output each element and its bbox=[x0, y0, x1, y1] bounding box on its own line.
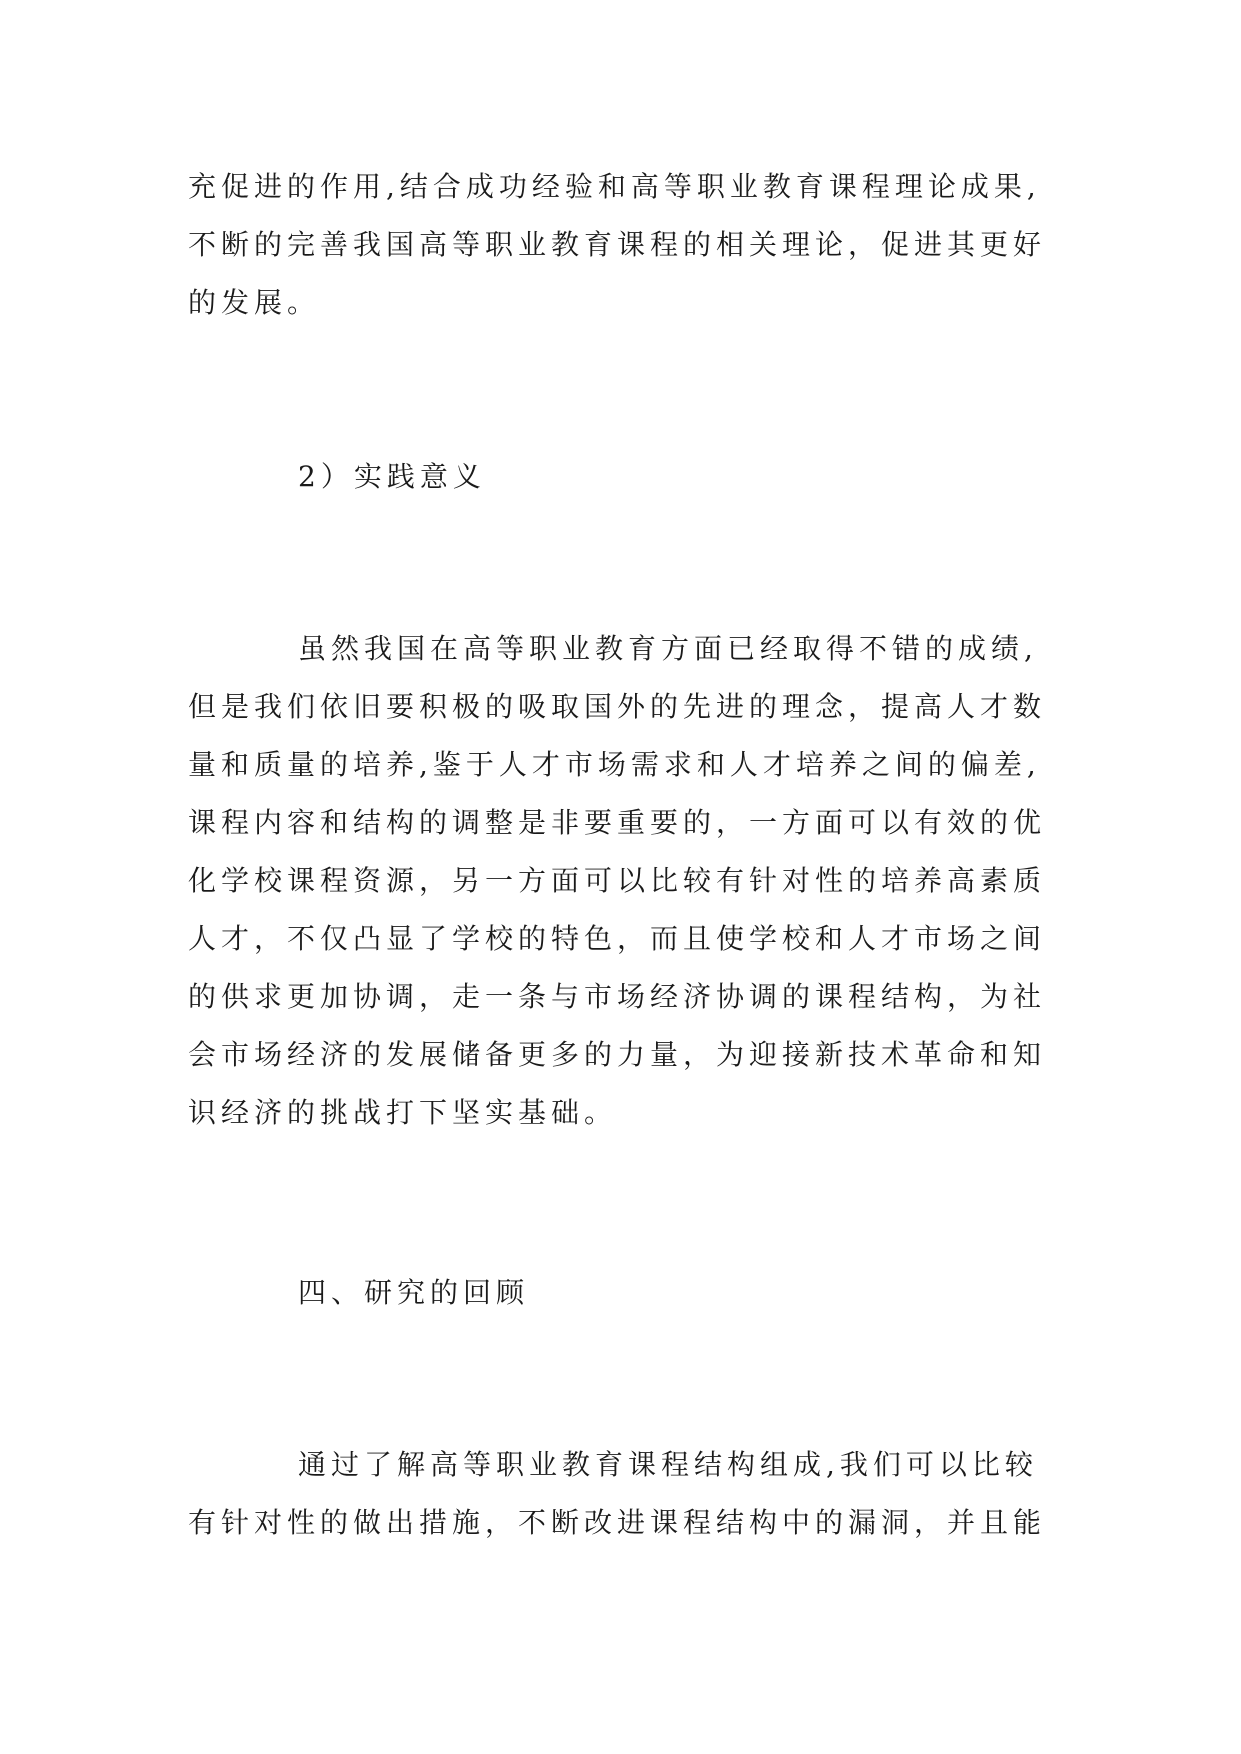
text-line: 化学校课程资源，另一方面可以比较有针对性的培养高素质 bbox=[188, 864, 1047, 897]
text-line: 有针对性的做出措施，不断改进课程结构中的漏洞，并且能 bbox=[188, 1506, 1047, 1539]
text-line: 会市场经济的发展储备更多的力量，为迎接新技术革命和知 bbox=[188, 1038, 1047, 1071]
text-line: 识经济的挑战打下坚实基础。 bbox=[188, 1096, 618, 1129]
text-line: 不断的完善我国高等职业教育课程的相关理论，促进其更好 bbox=[188, 228, 1047, 261]
section-heading-practical-significance: 2）实践意义 bbox=[298, 460, 486, 493]
section-heading-research-review: 四、研究的回顾 bbox=[298, 1276, 530, 1309]
text-line: 充促进的作用,结合成功经验和高等职业教育课程理论成果, bbox=[188, 170, 1041, 203]
paragraph-practical-significance bbox=[188, 620, 1088, 1142]
text-line: 的供求更加协调，走一条与市场经济协调的课程结构，为社 bbox=[188, 980, 1047, 1013]
text-line: 但是我们依旧要积极的吸取国外的先进的理念，提高人才数 bbox=[188, 690, 1047, 723]
text-line: 的发展。 bbox=[188, 286, 321, 319]
text-line: 通过了解高等职业教育课程结构组成,我们可以比较 bbox=[298, 1448, 1038, 1481]
text-line: 虽然我国在高等职业教育方面已经取得不错的成绩, bbox=[298, 632, 1038, 665]
paragraph-research-review bbox=[188, 1436, 1088, 1552]
text-line: 人才，不仅凸显了学校的特色，而且使学校和人才市场之间 bbox=[188, 922, 1047, 955]
text-line: 量和质量的培养,鉴于人才市场需求和人才培养之间的偏差, bbox=[188, 748, 1041, 781]
text-line: 课程内容和结构的调整是非要重要的，一方面可以有效的优 bbox=[188, 806, 1047, 839]
paragraph-theory-continuation bbox=[188, 158, 1088, 332]
